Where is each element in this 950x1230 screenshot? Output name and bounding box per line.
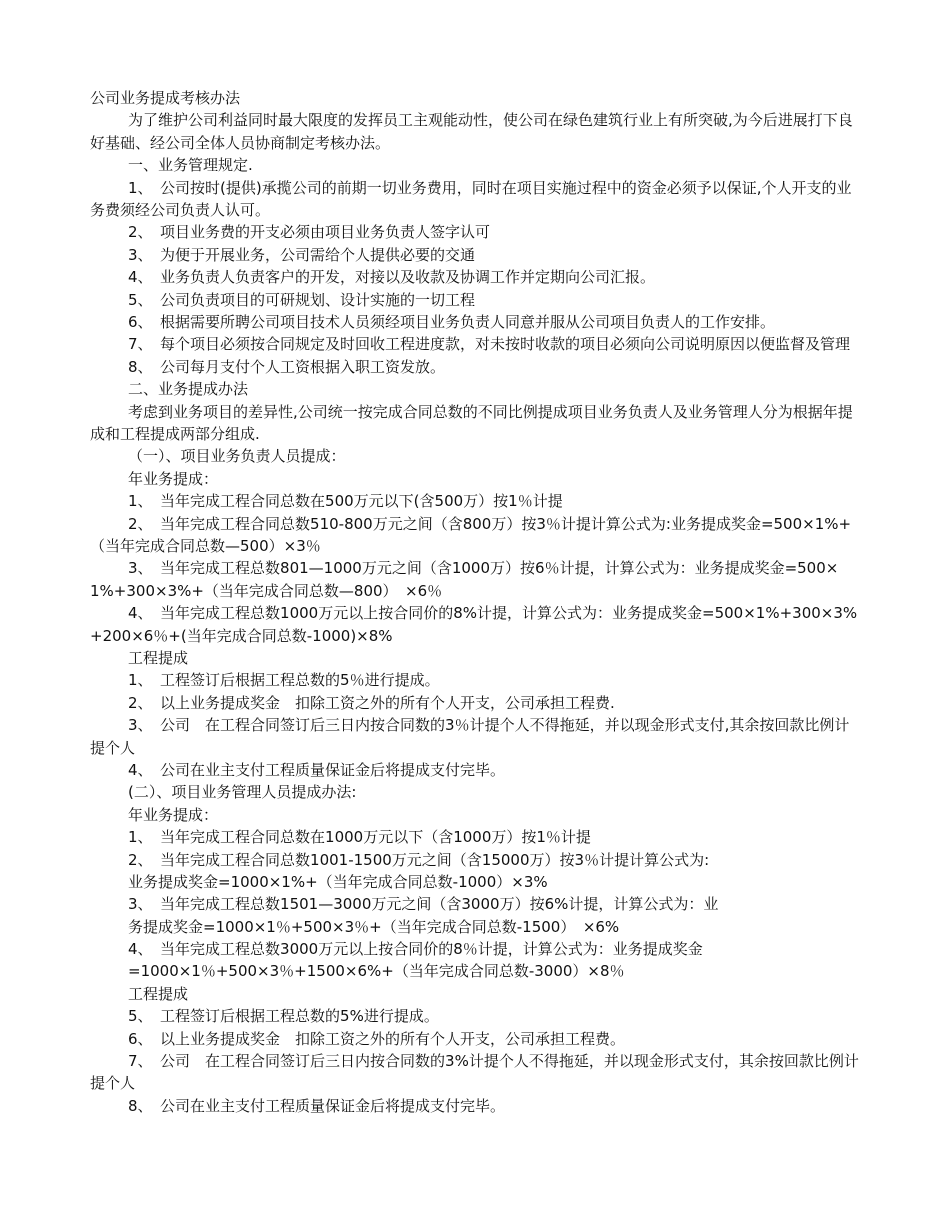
intro-paragraph: 为了维护公司利益同时最大限度的发挥员工主观能动性，使公司在绿色建筑行业上有所突破,为今后进展打下良好基础、经公司全体人员协商制定考核办法。 [90,111,853,152]
manager-tier-1: 1、 当年完成工程合同总数在500万元以下(含500万）按1％计提 [128,492,563,511]
annual-commission-label: 年业务提成： [128,469,219,488]
annual-commission-label-2: 年业务提成： [128,805,219,824]
project-item-4: 4、 公司在业主支付工程质量保证金后将提成支付完毕。 [128,760,506,779]
staff-tier-2-formula: 业务提成奖金=1000×1%+（当年完成合同总数-1000）×3% [128,872,548,891]
commission-intro-paragraph: 考虑到业务项目的差异性,公司统一按完成合同总数的不同比例提成项目业务负责人及业务管理人分为根据年提成和工程提成两部分组成. [90,402,853,443]
subsection-heading-1: （一）、项目业务负责人员提成： [128,447,346,466]
project-item-1: 1、 工程签订后根据工程总数的5％进行提成。 [128,671,440,690]
project-item-3: 3、 公司 在工程合同签订后三日内按合同数的3％计提个人不得拖延，并以现金形式支付,其余按回款比例计提个人 [90,716,850,757]
project-item-2: 2、 以上业务提成奖金 扣除工资之外的所有个人开支，公司承担工程费. [128,693,615,712]
document-page [90,87,860,1117]
staff-project-item-8: 8、 公司在业主支付工程质量保证金后将提成支付完毕。 [128,1096,506,1115]
section-heading-1: 一、业务管理规定. [128,156,253,175]
rule-item-2: 2、 项目业务费的开支必须由项目业务负责人签字认可 [128,223,491,242]
staff-tier-3: 3、 当年完成工程总数1501—3000万元之间（含3000万）按6%计提，计算公式为：业 [128,895,719,914]
staff-tier-3-formula: 务提成奖金=1000×1％+500×3％+（当年完成合同总数-1500） ×6% [128,917,620,936]
project-commission-label-2: 工程提成 [128,984,189,1003]
rule-item-7: 7、 每个项目必须按合同规定及时回收工程进度款，对未按时收款的项目必须向公司说明原因以便监督及管理 [128,335,851,354]
manager-tier-3: 3、 当年完成工程总数801—1000万元之间（含1000万）按6％计提，计算公式为：业务提成奖金=500×1%+300×3%+（当年完成合同总数—800） ×6％ [90,559,839,600]
staff-project-item-6: 6、 以上业务提成奖金 扣除工资之外的所有个人开支，公司承担工程费。 [128,1029,626,1048]
document-title: 公司业务提成考核办法 [90,89,241,107]
rule-item-1: 1、 公司按时(提供)承揽公司的前期一切业务费用，同时在项目实施过程中的资金必须予以保证,个人开支的业务费须经公司负责人认可。 [90,178,852,219]
rule-item-3: 3、 为便于开展业务，公司需给个人提供必要的交通 [128,245,476,264]
staff-tier-2: 2、 当年完成工程合同总数1001-1500万元之间（含15000万）按3％计提计算公式为: [128,850,710,869]
rule-item-4: 4、 业务负责人负责客户的开发，对接以及收款及协调工作并定期向公司汇报。 [128,268,656,287]
staff-tier-1: 1、 当年完成工程合同总数在1000万元以下（含1000万）按1％计提 [128,828,591,847]
subsection-heading-2: (二）、项目业务管理人员提成办法: [128,783,357,802]
project-commission-label: 工程提成 [128,648,189,667]
staff-tier-4: 4、 当年完成工程总数3000万元以上按合同价的8％计提，计算公式为：业务提成奖金 [128,940,703,959]
rule-item-6: 6、 根据需要所聘公司项目技术人员须经项目业务负责人同意并服从公司项目负责人的工作安排。 [128,312,776,331]
staff-tier-4-formula: =1000×1％+500×3％+1500×6%+（当年完成合同总数-3000）×8％ [128,962,625,981]
staff-project-item-5: 5、 工程签订后根据工程总数的5%进行提成。 [128,1007,439,1026]
rule-item-5: 5、 公司负责项目的可研规划、设计实施的一切工程 [128,290,476,309]
manager-tier-2: 2、 当年完成工程合同总数510-800万元之间（含800万）按3％计提计算公式为:业务提成奖金=500×1%+（当年完成合同总数—500）×3％ [90,514,852,555]
staff-project-item-7: 7、 公司 在工程合同签订后三日内按合同数的3%计提个人不得拖延，并以现金形式支付，其余按回款比例计提个人 [90,1052,859,1093]
rule-item-8: 8、 公司每月支付个人工资根据入职工资发放。 [128,357,446,376]
manager-tier-4: 4、 当年完成工程总数1000万元以上按合同价的8%计提，计算公式为：业务提成奖金=500×1%+300×3%+200×6％+(当年完成合同总数-1000)×8% [90,604,858,645]
section-heading-2: 二、业务提成办法 [128,380,249,399]
